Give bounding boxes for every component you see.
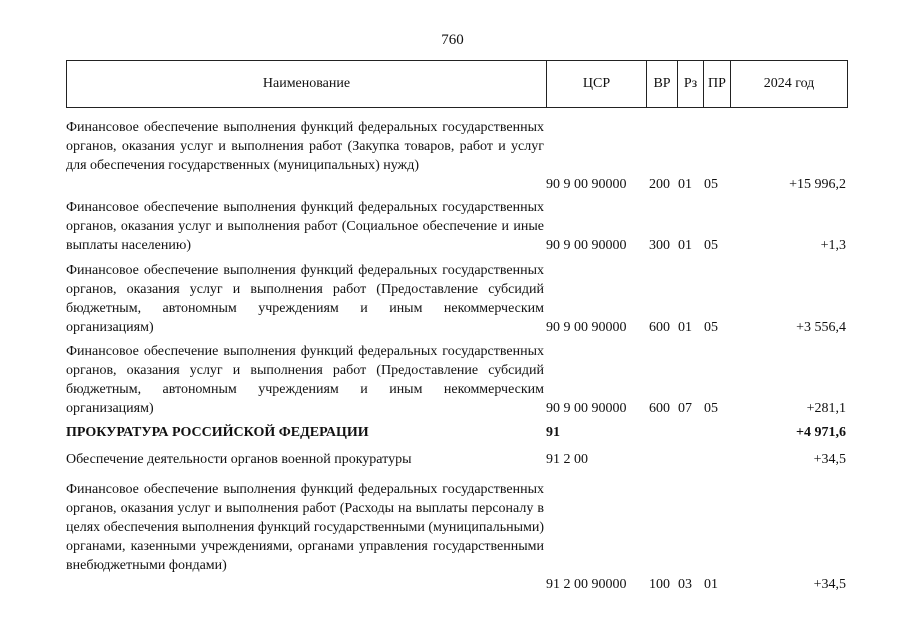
row-csr: 90 9 00 90000: [546, 238, 627, 253]
row-pr: 05: [704, 238, 718, 253]
row-csr: 91 2 00 90000: [546, 577, 627, 592]
row-vr: 600: [649, 320, 670, 335]
header-csr: ЦСР: [546, 61, 646, 107]
row-amount: +4 971,6: [796, 425, 846, 440]
row-rz: 01: [678, 238, 692, 253]
table-row: [66, 261, 848, 337]
row-pr: 01: [704, 577, 718, 592]
row-rz: 01: [678, 320, 692, 335]
row-amount: +1,3: [820, 238, 846, 253]
table-row: [66, 342, 848, 418]
row-rz: 03: [678, 577, 692, 592]
header-rz: Рз: [677, 61, 703, 107]
section-row: [66, 423, 848, 442]
row-amount: +281,1: [806, 401, 846, 416]
row-csr: 91 2 00: [546, 452, 588, 467]
row-rz: 07: [678, 401, 692, 416]
table-row: [66, 198, 848, 255]
row-vr: 300: [649, 238, 670, 253]
row-name: Финансовое обеспечение выполнения функций федеральных государственных органов, оказания услуг и выполнения работ (Закупка товаров, работ и услуг для обеспечения государственных (муниципальных) нужд): [66, 120, 544, 173]
table-row: [66, 118, 848, 194]
row-pr: 05: [704, 177, 718, 192]
row-vr: 200: [649, 177, 670, 192]
row-rz: 01: [678, 177, 692, 192]
row-name: Финансовое обеспечение выполнения функций федеральных государственных органов, оказания услуг и выполнения работ (Расходы на выплаты персоналу в целях обеспечения выполнения функций государственными (муниципальными) органами, казенными учреждениями, органами управления государственными внебюджетными фондами): [66, 482, 544, 573]
row-csr: 90 9 00 90000: [546, 401, 627, 416]
row-amount: +3 556,4: [796, 320, 846, 335]
row-pr: 05: [704, 401, 718, 416]
header-name: Наименование: [262, 76, 351, 91]
row-csr: 91: [546, 425, 560, 440]
row-csr: 90 9 00 90000: [546, 177, 627, 192]
table-header: [66, 60, 848, 108]
page-number: 760: [441, 32, 464, 48]
header-year: 2024 год: [730, 61, 847, 107]
row-name: ПРОКУРАТУРА РОССИЙСКОЙ ФЕДЕРАЦИИ: [66, 425, 369, 440]
header-vr: ВР: [646, 61, 677, 107]
row-name: Финансовое обеспечение выполнения функций федеральных государственных органов, оказания услуг и выполнения работ (Предоставление субсидий бюджетным, автономным учреждениям и иным некоммерческим организациям): [66, 263, 544, 335]
row-vr: 600: [649, 401, 670, 416]
row-pr: 05: [704, 320, 718, 335]
row-amount: +15 996,2: [789, 177, 846, 192]
row-name: Финансовое обеспечение выполнения функций федеральных государственных органов, оказания услуг и выполнения работ (Социальное обеспечение и иные выплаты населению): [66, 200, 544, 253]
row-amount: +34,5: [813, 577, 846, 592]
row-name: Обеспечение деятельности органов военной прокуратуры: [66, 452, 412, 467]
header-pr: ПР: [703, 61, 730, 107]
table-row: [66, 480, 848, 594]
row-csr: 90 9 00 90000: [546, 320, 627, 335]
row-amount: +34,5: [813, 452, 846, 467]
row-name: Финансовое обеспечение выполнения функций федеральных государственных органов, оказания услуг и выполнения работ (Предоставление субсидий бюджетным, автономным учреждениям и иным некоммерческим организациям): [66, 344, 544, 416]
table-row: [66, 450, 848, 469]
row-vr: 100: [649, 577, 670, 592]
